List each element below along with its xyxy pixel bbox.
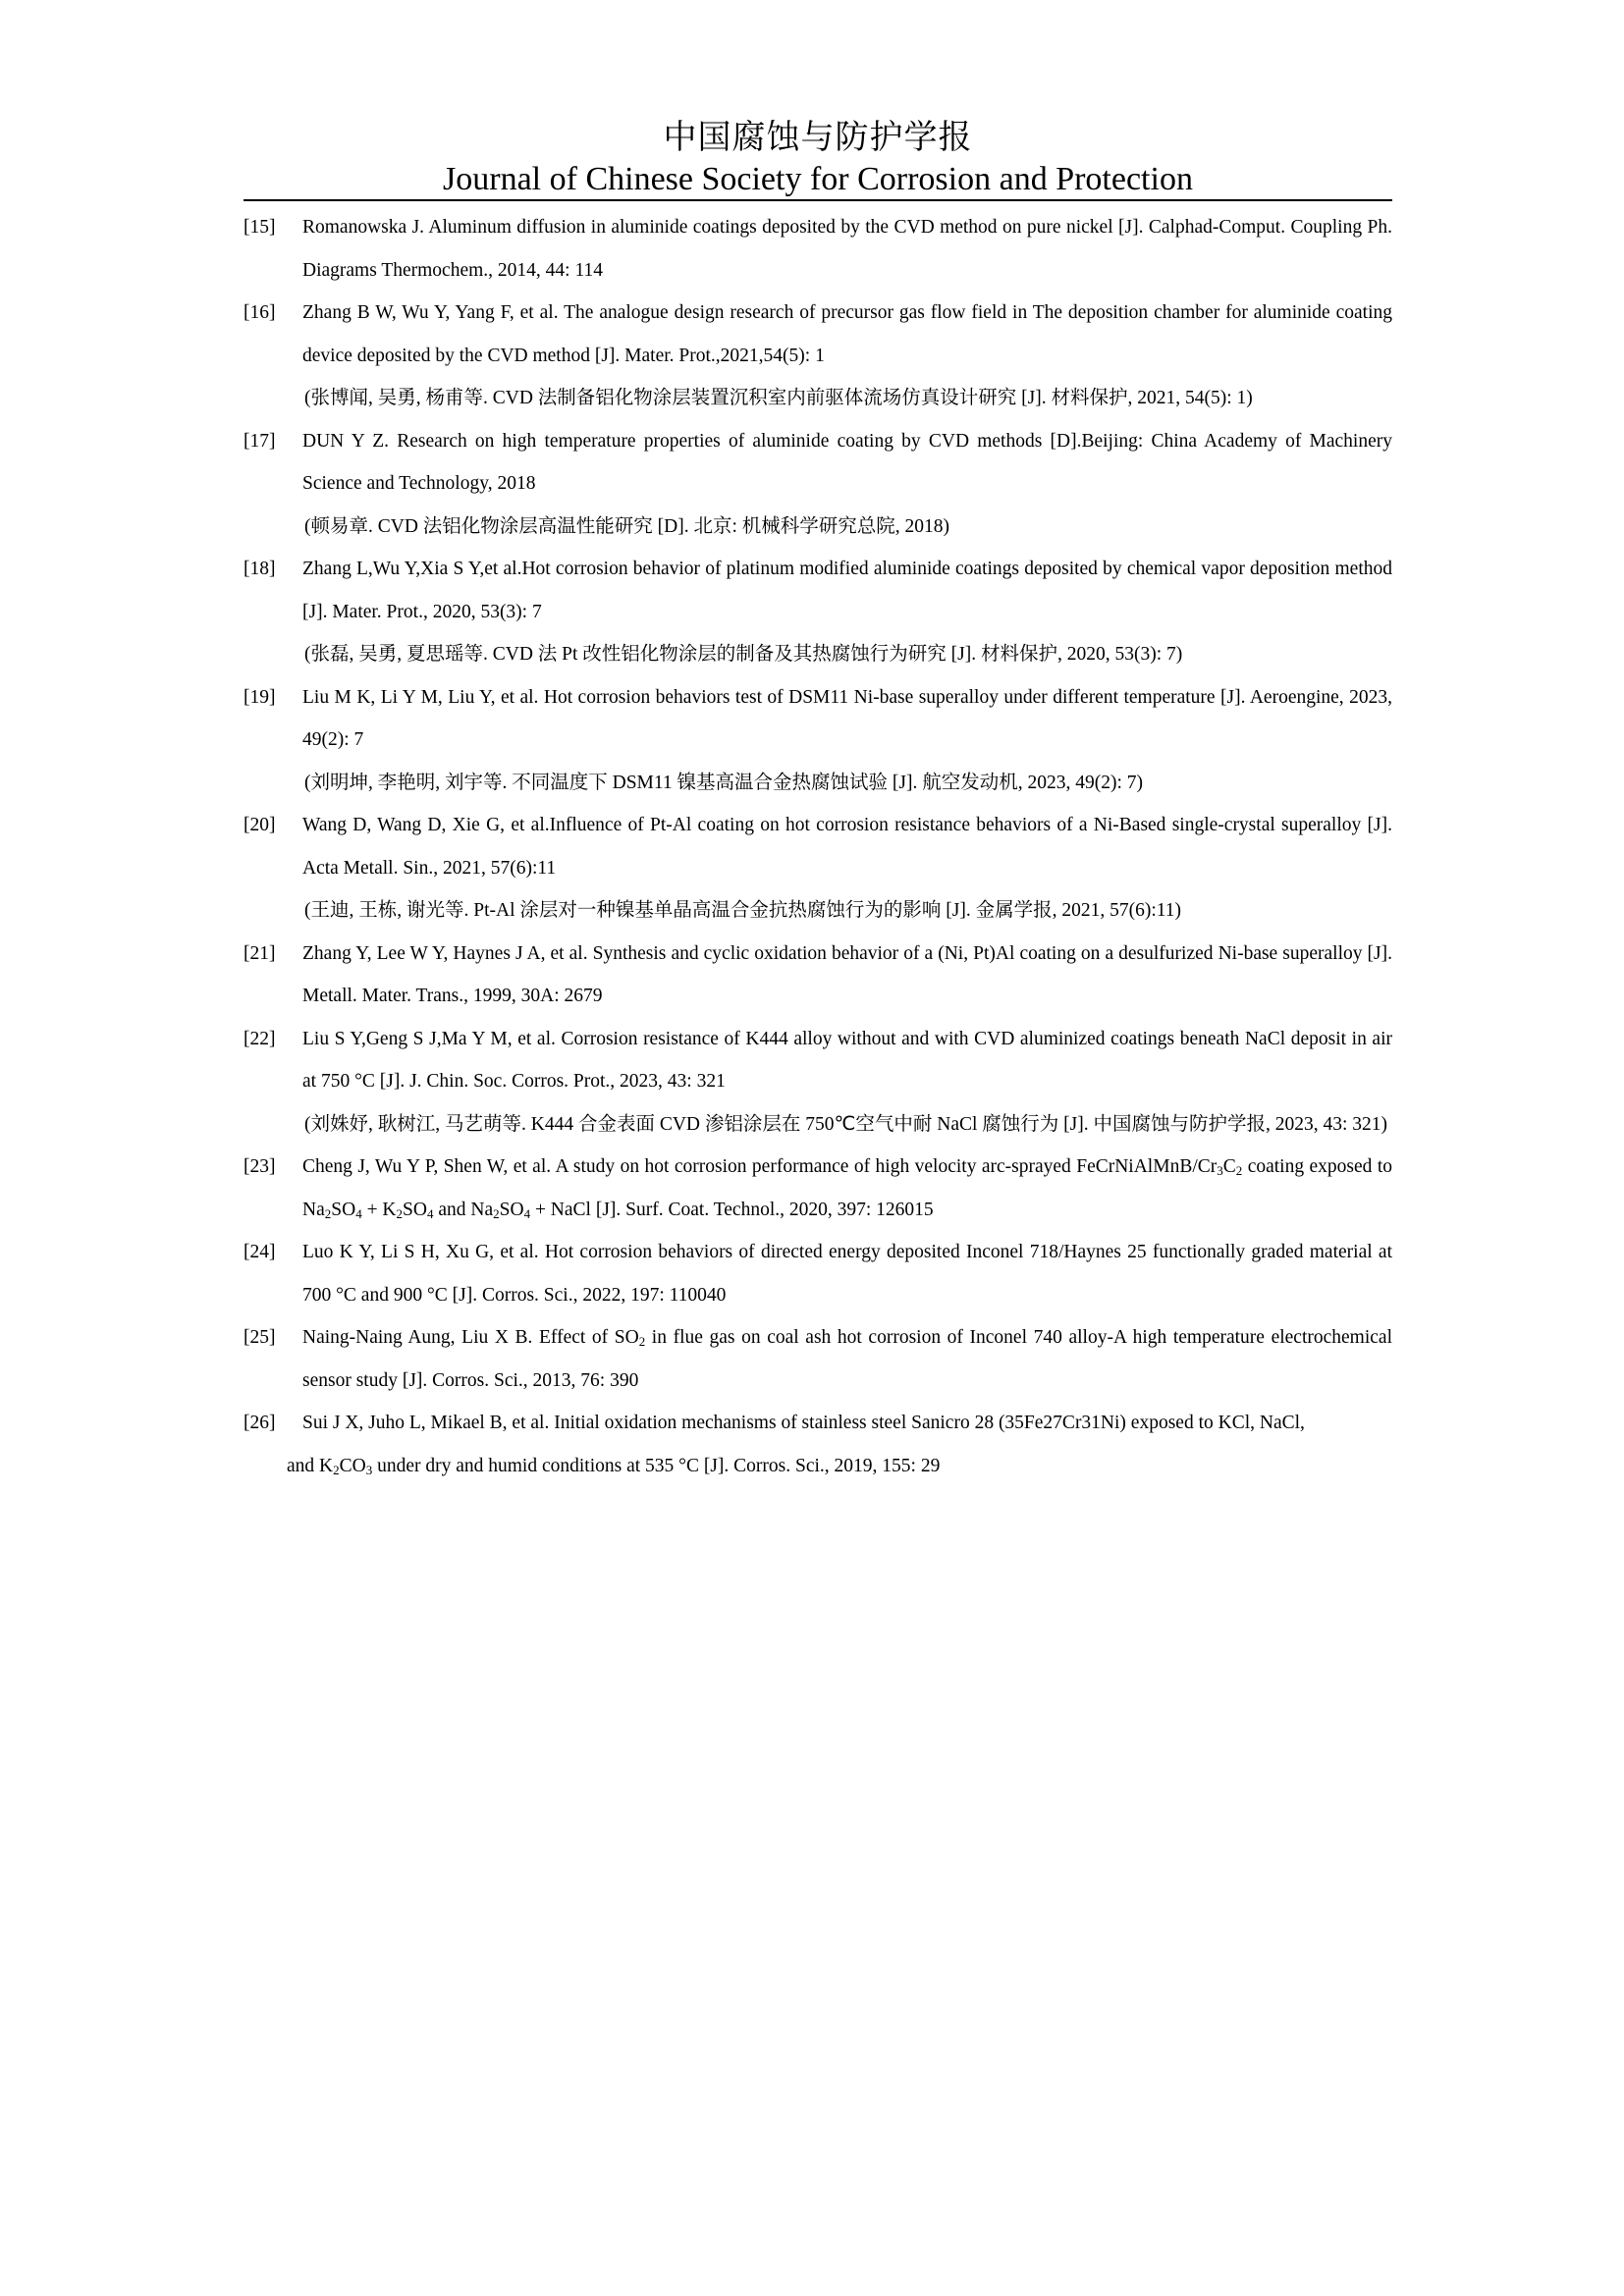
reference-item bbox=[244, 1018, 1392, 1147]
reference-item bbox=[244, 1316, 1392, 1402]
reference-item bbox=[244, 676, 1392, 805]
reference-item bbox=[244, 804, 1392, 933]
reference-item bbox=[244, 548, 1392, 676]
reference-text: Wang D, Wang D, Xie G, et al.Influence of Pt-Al coating on hot corrosion resistance behaviors of a Ni-Based single-crystal superalloy [J]. Acta Metall. Sin., 2021, 57(6):11 bbox=[302, 815, 1392, 879]
reference-text: Liu S Y,Geng S J,Ma Y M, et al. Corrosion resistance of K444 alloy without and with CVD aluminized coatings beneath NaCl deposit in air at 750 °C [J]. J. Chin. Soc. Corros. Prot., 2023, 43: 321 bbox=[302, 1028, 1392, 1092]
reference-item bbox=[244, 1402, 1392, 1487]
reference-number: [15] bbox=[244, 217, 276, 238]
reference-translation-cn: (刘明坤, 李艳明, 刘宇等. 不同温度下 DSM11 镍基高温合金热腐蚀试验 [J]. 航空发动机, 2023, 49(2): 7) bbox=[304, 772, 1144, 793]
reference-text: Liu M K, Li Y M, Liu Y, et al. Hot corrosion behaviors test of DSM11 Ni-base superalloy under different temperature [J]. Aeroengine, 2023, 49(2): 7 bbox=[302, 686, 1392, 750]
reference-number: [22] bbox=[244, 1028, 276, 1049]
reference-number: [21] bbox=[244, 942, 276, 964]
reference-item bbox=[244, 1146, 1392, 1231]
reference-translation-cn: (张博闻, 吴勇, 杨甫等. CVD 法制备铝化物涂层装置沉积室内前驱体流场仿真设计研究 [J]. 材料保护, 2021, 54(5): 1) bbox=[304, 388, 1253, 408]
reference-translation-cn: (刘姝妤, 耿树江, 马艺萌等. K444 合金表面 CVD 渗铝涂层在 750℃空气中耐 NaCl 腐蚀行为 [J]. 中国腐蚀与防护学报, 2023, 43: 321) bbox=[304, 1113, 1388, 1135]
journal-title-en: Journal of Chinese Society for Corrosion and Protection bbox=[443, 161, 1193, 197]
reference-item bbox=[244, 206, 1392, 292]
reference-item bbox=[244, 292, 1392, 420]
reference-list bbox=[244, 206, 1392, 1487]
reference-text: DUN Y Z. Research on high temperature properties of aluminide coating by CVD methods [D].Beijing: China Academy of Machinery Science and Technology, 2018 bbox=[302, 430, 1392, 494]
reference-item bbox=[244, 933, 1392, 1018]
reference-number: [16] bbox=[244, 302, 276, 323]
reference-translation-cn: (王迪, 王栋, 谢光等. Pt-Al 涂层对一种镍基单晶高温合金抗热腐蚀行为的影响 [J]. 金属学报, 2021, 57(6):11) bbox=[304, 900, 1182, 921]
header-rule bbox=[244, 199, 1392, 201]
reference-text: Zhang Y, Lee W Y, Haynes J A, et al. Synthesis and cyclic oxidation behavior of a (Ni, Pt)Al coating on a desulfurized Ni-base superalloy [J]. Metall. Mater. Trans., 1999, 30A: 2679 bbox=[302, 942, 1392, 1006]
reference-text: Naing-Naing Aung, Liu X B. Effect of $SO_2$ in flue gas on coal ash hot corrosion of Inconel 740 alloy-A high temperature electrochemical sensor study [J]. Corros. Sci., 2013, 76: 390 bbox=[302, 1327, 1392, 1391]
reference-text: Luo K Y, Li S H, Xu G, et al. Hot corrosion behaviors of directed energy deposited Inconel 718/Haynes 25 functionally graded material at 700 °C and 900 °C [J]. Corros. Sci., 2022, 197: 110040 bbox=[302, 1242, 1392, 1306]
reference-text: Zhang B W, Wu Y, Yang F, et al. The analogue design research of precursor gas flow field in The deposition chamber for aluminide coating device deposited by the CVD method [J]. Mater. Prot.,2021,54(5): 1 bbox=[302, 302, 1392, 366]
reference-number: [20] bbox=[244, 815, 276, 835]
reference-text: Romanowska J. Aluminum diffusion in aluminide coatings deposited by the CVD method on pure nickel [J]. Calphad-Comput. Coupling Ph. Diagrams Thermochem., 2014, 44: 114 bbox=[302, 217, 1392, 281]
reference-item bbox=[244, 420, 1392, 549]
reference-number: [26] bbox=[244, 1413, 276, 1433]
reference-text: Zhang L,Wu Y,Xia S Y,et al.Hot corrosion behavior of platinum modified aluminide coatings deposited by chemical vapor deposition method [J]. Mater. Prot., 2020, 53(3): 7 bbox=[302, 559, 1392, 622]
reference-text: Cheng J, Wu Y P, Shen W, et al. A study on hot corrosion performance of high velocity arc-sprayed FeCrNiAlMnB/$Cr_3C_2$ coating exposed to $Na_2SO_4 + K_2SO_4$ and $Na_2SO_4$ + NaCl [J]. Surf. Coat. Technol., 2020, 397: 126015 bbox=[302, 1156, 1392, 1221]
journal-header bbox=[244, 116, 1392, 200]
reference-text: Sui J X, Juho L, Mikael B, et al. Initial oxidation mechanisms of stainless steel Sanicro 28 (35Fe27Cr31Ni) exposed to KCl, NaCl, bbox=[302, 1413, 1305, 1433]
reference-number: [18] bbox=[244, 559, 276, 579]
journal-title-cn: 中国腐蚀与防护学报 bbox=[663, 118, 973, 157]
reference-translation-cn: (张磊, 吴勇, 夏思瑶等. CVD 法 Pt 改性铝化物涂层的制备及其热腐蚀行为研究 [J]. 材料保护, 2020, 53(3): 7) bbox=[304, 644, 1183, 665]
reference-number: [23] bbox=[244, 1156, 276, 1177]
reference-item bbox=[244, 1231, 1392, 1316]
reference-translation-cn: (顿易章. CVD 法铝化物涂层高温性能研究 [D]. 北京: 机械科学研究总院, 2018) bbox=[304, 515, 950, 537]
reference-text-continued: and $K_2CO_3$ under dry and humid conditions at 535 °C [J]. Corros. Sci., 2019, 155: 29 bbox=[287, 1455, 941, 1477]
reference-number: [24] bbox=[244, 1242, 276, 1262]
reference-number: [17] bbox=[244, 430, 276, 452]
reference-number: [25] bbox=[244, 1327, 276, 1348]
reference-number: [19] bbox=[244, 686, 276, 708]
